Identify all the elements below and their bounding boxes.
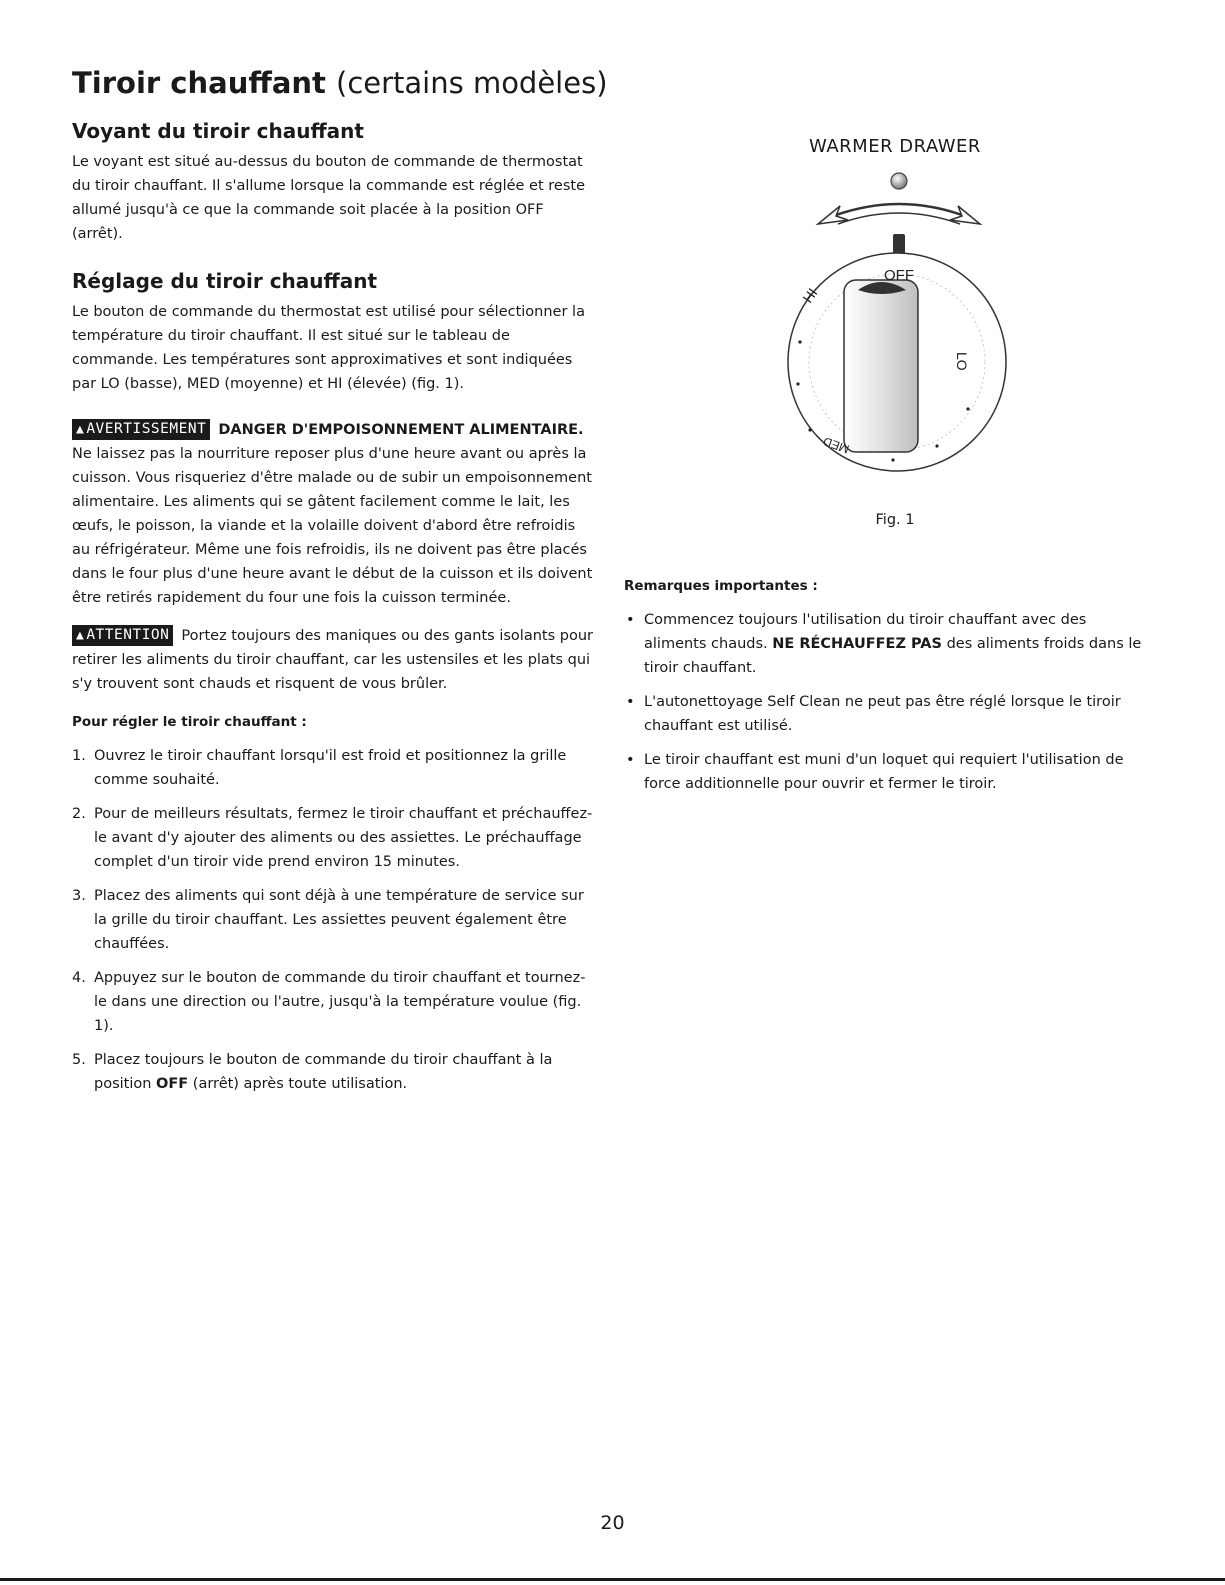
warning-badge-label: AVERTISSEMENT [86,421,207,437]
procedure-step: 4. Appuyez sur le bouton de commande du tiroir chauffant et tournez-le dans une direction ou l'autre, jusqu'à la température voulue (fig. 1). [72,970,586,1034]
warning-block [72,418,594,610]
warning-text: Ne laissez pas la nourriture reposer plus d'une heure avant ou après la cuisson. Vous risqueriez d'être malade ou de subir un empoisonnement alimentaire. Les aliments qui se gâtent facilement comme le lait, les œufs, le poisson, la viande et la volaille doivent d'abord être refroidis au réfrigérateur. Même une fois refroidis, ils ne doivent pas être placés dans le four plus d'une heure avant le début de la cuisson et ils doivent être retirés rapidement du four une fois la cuisson terminée. [72,446,593,606]
page-number: 20 [600,1512,625,1534]
procedure-step: 5. Placez toujours le bouton de commande du tiroir chauffant à la position OFF (arrêt) après toute utilisation. [72,1052,553,1092]
procedure-step: 2. Pour de meilleurs résultats, fermez le tiroir chauffant et préchauffez-le avant d'y ajouter des aliments ou des assiettes. Le préchauffage complet d'un tiroir vide prend environ 15 minutes. [72,806,593,870]
procedure-step: 1. Ouvrez le tiroir chauffant lorsqu'il est froid et positionnez la grille comme souhaité. [72,748,567,788]
notes-list [624,608,1149,796]
dial-knob-icon [844,280,918,452]
page-title-main: Tiroir chauffant [72,66,326,100]
dial-label-med: MED [821,434,852,457]
procedure-step: 3. Placez des aliments qui sont déjà à une température de service sur la grille du tiroir chauffant. Les assiettes peuvent également être chauffées. [72,888,584,952]
right-column [624,560,1149,806]
note-item: • L'autonettoyage Self Clean ne peut pas être réglé lorsque le tiroir chauffant est utilisé. [624,690,1149,738]
procedure-heading: Pour régler le tiroir chauffant : [72,714,307,730]
bullet-icon: • [626,752,635,768]
notes-heading: Remarques importantes : [624,578,818,594]
bullet-icon: • [626,612,635,628]
section-heading-setting: Réglage du tiroir chauffant [72,269,378,293]
caution-text: Portez toujours des maniques ou des gants isolants pour retirer les aliments du tiroir chauffant, car les ustensiles et les plats qui s'y trouvent sont chauds et risquent de vous brûler. [72,628,593,692]
section-body-setting: Le bouton de commande du thermostat est utilisé pour sélectionner la température du tiroir chauffant. Il est situé sur le tableau de commande. Les températures sont approximatives et sont indiquées par LO (basse), MED (moyenne) et HI (élevée) (fig. 1). [72,304,585,392]
caution-block [72,624,594,696]
warning-lead: DANGER D'EMPOISONNEMENT ALIMENTAIRE. [218,422,584,438]
bullet-icon: • [626,694,635,710]
warning-badge [72,419,210,440]
page-title [72,66,608,101]
procedure-steps [72,744,594,1096]
rotation-arrow-icon [828,204,970,218]
caution-badge-label: ATTENTION [86,627,170,643]
note-item: • Le tiroir chauffant est muni d'un loquet qui requiert l'utilisation de force additionnelle pour ouvrir et fermer le tiroir. [624,748,1149,796]
section-heading-light: Voyant du tiroir chauffant [72,119,364,143]
dial-label-lo: LO [954,352,970,371]
section-body-light: Le voyant est situé au-dessus du bouton de commande de thermostat du tiroir chauffant. Il s'allume lorsque la commande est réglée et reste allumé jusqu'à ce que la commande soit placée à la position OFF (arrêt). [72,154,586,242]
left-column [72,118,594,1106]
caution-triangle-icon: ▲ [76,628,85,643]
bottom-rule [0,1578,1225,1581]
caution-badge [72,625,173,646]
indicator-light-icon [891,173,907,189]
figure-label: WARMER DRAWER [809,136,981,157]
figure-caption: Fig. 1 [875,512,915,528]
page-title-subtitle: (certains modèles) [336,66,608,100]
warmer-drawer-dial-illustration [760,162,1030,502]
warmer-drawer-figure [760,136,1030,536]
warning-triangle-icon: ▲ [76,422,85,437]
note-item: • Commencez toujours l'utilisation du tiroir chauffant avec des aliments chauds. NE RÉCHAUFFEZ PAS des aliments froids dans le tiroir chauffant. [624,608,1149,680]
dial-label-off: OFF [884,267,914,284]
dial-label-hi: HI [799,285,821,306]
